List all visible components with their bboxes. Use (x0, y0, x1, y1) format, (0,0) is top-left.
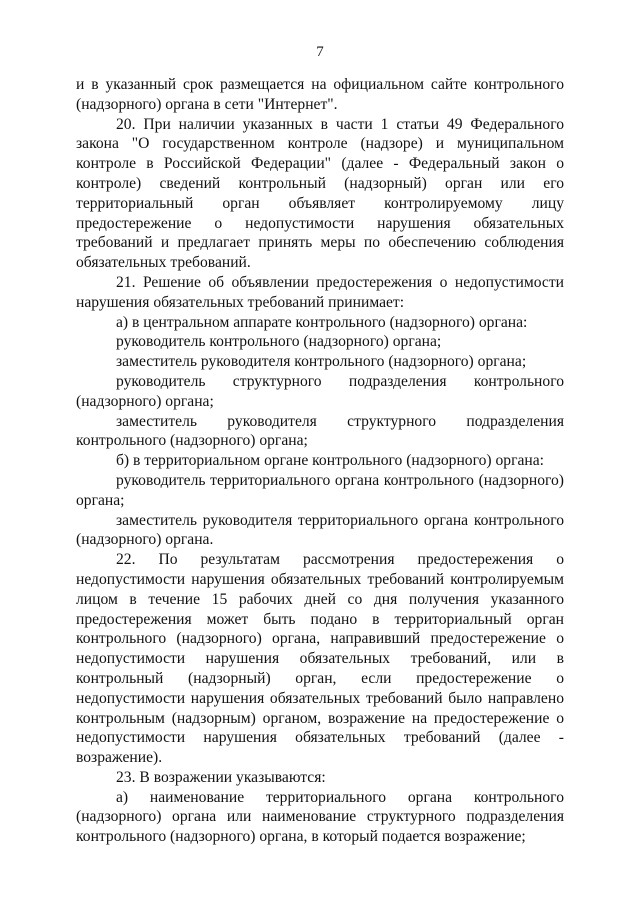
paragraph-23: 23. В возражении указываются: (116, 768, 326, 786)
paragraph-21-b: б) в территориальном органе контрольного (надзорного) органа: (116, 452, 544, 470)
paragraph-21-a-item-4: заместитель руководителя структурного подразделения контрольного (надзорного) органа; (76, 412, 564, 450)
paragraph-continuation: и в указанный срок размещается на официальном сайте контрольного (надзорного) органа в сети "Интернет". (76, 76, 564, 113)
paragraph-21-b-item-1: руководитель территориального органа контрольного (надзорного) органа; (76, 471, 564, 509)
paragraph-21-a: а) в центральном аппарате контрольного (надзорного) органа: (116, 313, 528, 331)
paragraph-21: 21. Решение об объявлении предостережения о недопустимости нарушения обязательных требований принимает: (76, 273, 564, 311)
paragraph-21-a-item-1: руководитель контрольного (надзорного) органа; (116, 333, 442, 351)
paragraph-20: 20. При наличии указанных в части 1 статьи 49 Федерального закона "О государственном контроле (надзоре) и муниципальном контроле в Российской Федерации" (далее - Федеральный закон о контроле) сведений контрольный (надзорный) орган или его территориальный орган объявляет контролируемому лицу предостережение о недопустимости нарушения обязательных требований и предлагает принять меры по обеспечению соблюдения обязательных требований. (76, 115, 564, 272)
paragraph-21-a-item-3: руководитель структурного подразделения контрольного (надзорного) органа; (76, 372, 564, 410)
document-body (76, 75, 564, 847)
paragraph-23-a: а) наименование территориального органа контрольного (надзорного) органа или наименование структурного подразделения контрольного (надзорного) органа, в который подается возражение; (76, 788, 564, 846)
page-number: 7 (316, 44, 324, 60)
paragraph-22: 22. По результатам рассмотрения предостережения о недопустимости нарушения обязательных требований контролируемым лицом в течение 15 рабочих дней со дня получения указанного предостережения может быть подано в территориальный орган контрольного (надзорного) органа, направивший предостережение о недопустимости нарушения обязательных требований, или в контрольный (надзорный) орган, если предостережение о недопустимости нарушения обязательных требований было направлено контрольным (надзорным) органом, возражение на предостережение о недопустимости нарушения обязательных требований (далее - возражение). (76, 551, 564, 767)
paragraph-21-b-item-2: заместитель руководителя территориального органа контрольного (надзорного) органа. (76, 511, 564, 549)
paragraph-21-a-item-2: заместитель руководителя контрольного (надзорного) органа; (116, 353, 527, 371)
